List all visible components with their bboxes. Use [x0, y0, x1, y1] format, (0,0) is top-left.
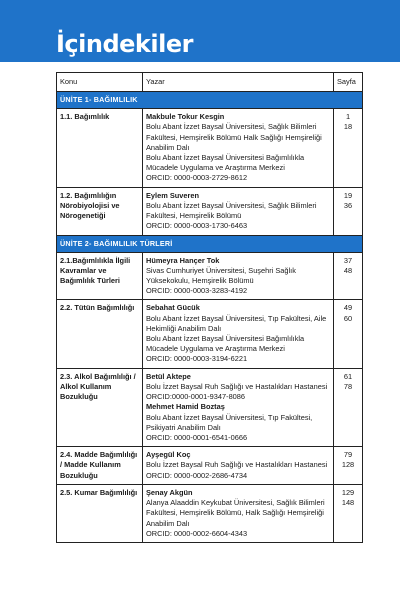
- author-name: Şenay Akgün: [146, 487, 193, 497]
- author-affiliation: ORCID: 0000-0003-3283-4192: [146, 286, 248, 296]
- toc-row: [57, 484, 363, 542]
- page-end[interactable]: 48: [343, 265, 353, 275]
- page-start[interactable]: 129: [341, 487, 355, 497]
- author-cell: [143, 300, 334, 368]
- author-affiliation: ORCID: 0000-0002-2686-4734: [146, 470, 248, 480]
- author-affiliation: ORCID: 0000-0001-6541-0666: [146, 433, 248, 442]
- author-affiliation: Bolu İzzet Baysal Ruh Sağlığı ve Hastalıkları Hastanesi: [146, 381, 328, 391]
- page-start[interactable]: 61: [343, 371, 353, 381]
- page-end[interactable]: 128: [341, 460, 355, 470]
- page-range-cell: [334, 300, 363, 368]
- author-name: Mehmet Hamid Boztaş: [146, 402, 225, 412]
- author-name: Eylem Suveren: [146, 190, 199, 200]
- page-end[interactable]: 148: [341, 498, 355, 508]
- page-end[interactable]: 36: [343, 200, 353, 210]
- page-end[interactable]: 18: [343, 122, 353, 132]
- toc-table: [56, 72, 363, 543]
- page-range-cell: [334, 484, 363, 542]
- page-range-cell: [334, 368, 363, 447]
- author-name: Hümeyra Hançer Tok: [146, 255, 220, 265]
- author-cell: [143, 368, 334, 447]
- unit-header-row: [57, 92, 363, 109]
- page-start[interactable]: 79: [343, 450, 353, 460]
- toc-row: [57, 368, 363, 447]
- author-cell: [143, 252, 334, 300]
- page-title: İçindekiler: [56, 30, 193, 58]
- page-end[interactable]: 78: [343, 381, 353, 391]
- header-konu: Konu: [57, 73, 143, 92]
- header-yazar: Yazar: [143, 73, 334, 92]
- author-affiliation: Bolu Abant İzzet Baysal Üniversitesi, Tıp Fakültesi, Psikiyatri Anabilim Dalı: [146, 412, 313, 432]
- author-cell: [143, 484, 334, 542]
- author-affiliation: ORCID:0000-0001-9347-8086: [146, 392, 246, 402]
- toc-row: [57, 252, 363, 300]
- topic-cell[interactable]: 2.2. Tütün Bağımlılığı: [57, 300, 143, 368]
- toc-row: [57, 109, 363, 188]
- unit-header-row: [57, 235, 363, 252]
- topic-cell[interactable]: 2.4. Madde Bağımlılığı / Madde Kullanım Bozukluğu: [57, 447, 143, 485]
- header-sayfa: Sayfa: [334, 73, 363, 92]
- author-name: Sebahat Gücük: [146, 303, 200, 313]
- page-range-cell: [334, 109, 363, 188]
- page-range-cell: [334, 447, 363, 485]
- author-affiliation: Bolu Abant İzzet Baysal Üniversitesi, Tıp Fakültesi, Aile Hekimliği Anabilim Dalı: [146, 313, 327, 333]
- page-start[interactable]: 49: [343, 303, 353, 313]
- author-affiliation: ORCID: 0000-0003-1730-6463: [146, 221, 248, 231]
- page-start[interactable]: 1: [345, 112, 351, 122]
- author-name: Betül Aktepe: [146, 371, 191, 381]
- topic-cell[interactable]: 1.1. Bağımlılık: [57, 109, 143, 188]
- author-affiliation: ORCID: 0000-0003-2729-8612: [146, 173, 248, 183]
- author-affiliation: Bolu İzzet Baysal Ruh Sağlığı ve Hastalıkları Hastanesi: [146, 460, 328, 470]
- page-end[interactable]: 60: [343, 313, 353, 323]
- author-name: Ayşegül Koç: [146, 450, 191, 460]
- unit-title: ÜNİTE 1- BAĞIMLILIK: [57, 92, 363, 109]
- author-affiliation: Bolu Abant İzzet Baysal Üniversitesi Bağımlılıkla Mücadele Uygulama ve Araştırma Merkezi: [146, 334, 305, 354]
- topic-cell[interactable]: 2.1.Bağımlılıkla İlgili Kavramlar ve Bağımlılık Türleri: [57, 252, 143, 300]
- toc-row: [57, 187, 363, 235]
- page-range-cell: [334, 187, 363, 235]
- author-name: Makbule Tokur Kesgin: [146, 112, 225, 122]
- toc-row: [57, 447, 363, 485]
- author-cell: [143, 109, 334, 188]
- author-affiliation: ORCID: 0000-0003-3194-6221: [146, 354, 248, 364]
- page-range-cell: [334, 252, 363, 300]
- author-affiliation: Bolu Abant İzzet Baysal Üniversitesi Bağımlılıkla Mücadele Uygulama ve Araştırma Merkezi: [146, 153, 305, 173]
- page-start[interactable]: 19: [343, 190, 353, 200]
- author-affiliation: ORCID: 0000-0002-6604-4343: [146, 528, 248, 538]
- topic-cell[interactable]: 2.3. Alkol Bağımlılığı / Alkol Kullanım Bozukluğu: [57, 368, 143, 447]
- toc-row: [57, 300, 363, 368]
- author-cell: [143, 187, 334, 235]
- page-start[interactable]: 37: [343, 255, 353, 265]
- author-affiliation: Alanya Alaaddin Keykubat Üniversitesi, Sağlık Bilimleri Fakültesi, Hemşirelik Bölümü, Halk Sağlığı Hemşireliği Anabilim Dalı: [146, 498, 325, 528]
- toc-header-row: [57, 73, 363, 92]
- topic-cell[interactable]: 2.5. Kumar Bağımlılığı: [57, 484, 143, 542]
- author-affiliation: Bolu Abant İzzet Baysal Üniversitesi, Sağlık Bilimleri Fakültesi, Hemşirelik Bölümü Halk Sağlığı Hemşireliği Anabilim Dalı: [146, 122, 322, 152]
- author-affiliation: Sivas Cumhuriyet Üniversitesi, Suşehri Sağlık Yüksekokulu, Hemşirelik Bölümü: [146, 265, 296, 285]
- author-cell: [143, 447, 334, 485]
- unit-title: ÜNİTE 2- BAĞIMLILIK TÜRLERİ: [57, 235, 363, 252]
- topic-cell[interactable]: 1.2. Bağımlılığın Nörobiyolojisi ve Nörogenetiği: [57, 187, 143, 235]
- toc-body: [57, 92, 363, 543]
- author-affiliation: Bolu Abant İzzet Baysal Üniversitesi, Sağlık Bilimleri Fakültesi, Hemşirelik Bölümü: [146, 200, 317, 221]
